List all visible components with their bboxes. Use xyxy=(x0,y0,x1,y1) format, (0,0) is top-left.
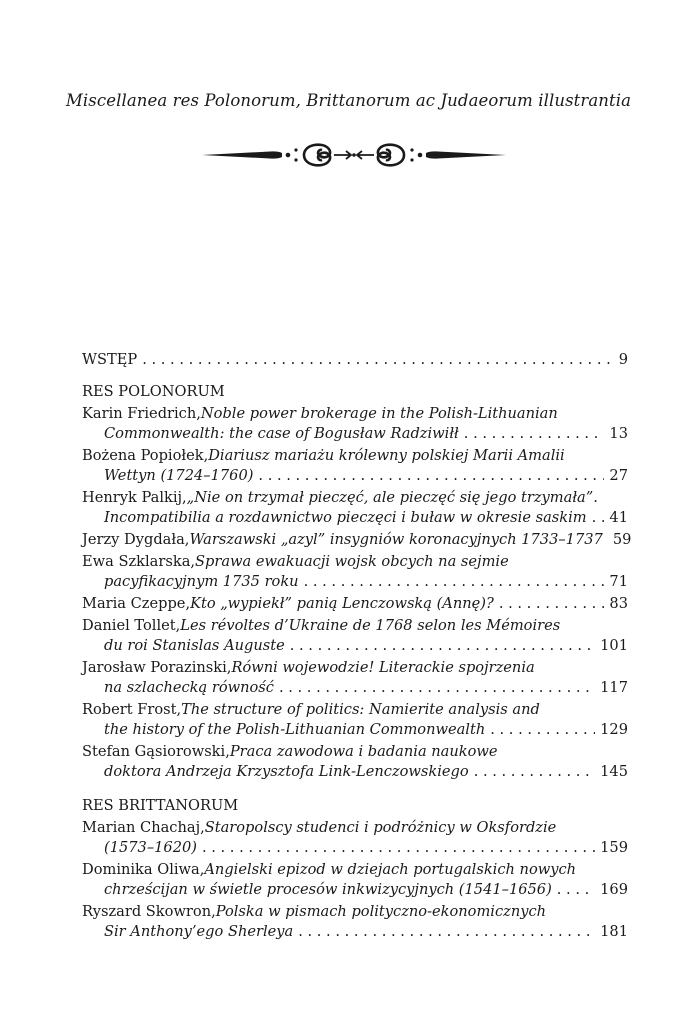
entry-title: Kto „wypiekł” panią Lenczowską (Annę)? xyxy=(190,595,494,612)
entry-author: Dominika Oliwa, xyxy=(82,861,205,878)
section-heading: RES BRITTANORUM xyxy=(82,797,239,814)
entry-title-cont: na szlachecką równość xyxy=(104,679,274,696)
entry-title-cont: Sir Anthony’ego Sherleya xyxy=(104,923,294,940)
entry-title: The structure of politics: Namierite analysis and xyxy=(181,701,540,718)
page-number: 83 xyxy=(609,595,628,612)
leader-dots xyxy=(290,636,595,656)
entry-title: Sprawa ewakuacji wojsk obcych na sejmie xyxy=(195,553,509,570)
leader-dots xyxy=(557,880,595,900)
toc-intro-label: WSTĘP xyxy=(82,351,138,368)
toc-entry[interactable] xyxy=(82,488,628,528)
entry-author: Bożena Popiołek, xyxy=(82,447,209,464)
toc-entry[interactable] xyxy=(82,404,628,444)
page-number: 59 xyxy=(612,531,632,548)
toc-entry[interactable] xyxy=(82,552,628,592)
entry-author: Maria Czeppe, xyxy=(82,595,191,612)
table-of-contents xyxy=(82,350,632,942)
leader-dots xyxy=(304,572,605,592)
entry-title: Noble power brokerage in the Polish-Lithuanian xyxy=(200,405,558,422)
entry-title: Les révoltes d’Ukraine de 1768 selon les Mémoires xyxy=(180,617,561,634)
leader-dots xyxy=(592,508,605,528)
entry-title-cont: the history of the Polish-Lithuanian Commonwealth xyxy=(104,721,486,738)
entry-title: Praca zawodowa i badania naukowe xyxy=(229,743,498,760)
toc-entry[interactable] xyxy=(82,818,628,858)
page-number: 9 xyxy=(618,351,628,368)
toc-entry[interactable] xyxy=(82,902,628,942)
page-number: 159 xyxy=(600,839,628,856)
entry-title-cont: doktora Andrzeja Krzysztofa Link-Lenczowskiego xyxy=(104,763,469,780)
page-number: 169 xyxy=(600,881,628,898)
leader-dots xyxy=(202,838,595,858)
toc-entry[interactable] xyxy=(82,860,628,900)
entry-title-cont: Commonwealth: the case of Bogusław Radziwiłł xyxy=(104,425,459,442)
toc-entry[interactable] xyxy=(82,530,632,550)
leader-dots xyxy=(279,678,595,698)
entry-title-cont: du roi Stanislas Auguste xyxy=(104,637,285,654)
page-number: 129 xyxy=(600,721,628,738)
toc-entry[interactable] xyxy=(82,700,628,740)
entry-author: Jerzy Dygdała, xyxy=(82,531,190,548)
entry-author: Daniel Tollet, xyxy=(82,617,181,634)
entry-title: Polska w pismach polityczno-ekonomicznych xyxy=(215,903,547,920)
entry-title: Staropolscy studenci i podróżnicy w Oksfordzie xyxy=(204,819,557,836)
toc-entry[interactable] xyxy=(82,658,628,698)
entry-title-cont: (1573–1620) xyxy=(104,839,197,856)
toc-entry[interactable] xyxy=(82,742,628,782)
entry-title: Równi wojewodzie! Literackie spojrzenia xyxy=(231,659,535,676)
entry-title: Warszawski „azyl” insygniów koronacyjnych 1733–1737 xyxy=(189,531,603,548)
entry-title-cont: Wettyn (1724–1760) xyxy=(104,467,254,484)
toc-entry[interactable] xyxy=(82,446,628,486)
leader-dots xyxy=(499,594,605,614)
entry-author: Ewa Szklarska, xyxy=(82,553,196,570)
page-number: 101 xyxy=(600,637,628,654)
scroll-ornament-icon xyxy=(200,138,508,172)
toc-intro[interactable] xyxy=(82,350,628,370)
entry-author: Marian Chachaj, xyxy=(82,819,205,836)
leader-dots xyxy=(490,720,595,740)
page-number: 13 xyxy=(609,425,628,442)
leader-dots xyxy=(258,466,604,486)
page-number: 145 xyxy=(600,763,628,780)
entry-author: Jarosław Porazinski, xyxy=(82,659,232,676)
leader-dots xyxy=(298,922,595,942)
page-number: 117 xyxy=(600,679,628,696)
running-title: Miscellanea res Polonorum, Brittanorum ac Judaeorum illustrantia xyxy=(65,91,632,110)
entry-author: Ryszard Skowron, xyxy=(82,903,216,920)
leader-dots xyxy=(142,350,613,370)
leader-dots xyxy=(464,424,605,444)
entry-title-cont: pacyfikacyjnym 1735 roku xyxy=(104,573,299,590)
page-number: 41 xyxy=(609,509,628,526)
entry-title: Angielski epizod w dziejach portugalskich nowych xyxy=(204,861,577,878)
page-number: 71 xyxy=(609,573,628,590)
entry-author: Stefan Gąsiorowski, xyxy=(82,743,230,760)
toc-entry[interactable] xyxy=(82,616,628,656)
section-heading: RES POLONORUM xyxy=(82,383,225,400)
toc-entry[interactable] xyxy=(82,594,628,614)
entry-author: Henryk Palkij, xyxy=(82,489,187,506)
entry-author: Karin Friedrich, xyxy=(82,405,201,422)
page-number: 181 xyxy=(600,923,628,940)
entry-title-cont: Incompatibilia a rozdawnictwo pieczęci i buław w okresie saskim xyxy=(104,509,587,526)
entry-title: „Nie on trzymał pieczęć, ale pieczęć się jego trzymała”. xyxy=(186,489,598,506)
entry-title-cont: chrześcijan w świetle procesów inkwizycyjnych (1541–1656) xyxy=(104,881,552,898)
entry-title: Diariusz mariażu królewny polskiej Marii Amalii xyxy=(208,447,565,464)
leader-dots xyxy=(474,762,595,782)
page-number: 27 xyxy=(609,467,628,484)
entry-author: Robert Frost, xyxy=(82,701,182,718)
